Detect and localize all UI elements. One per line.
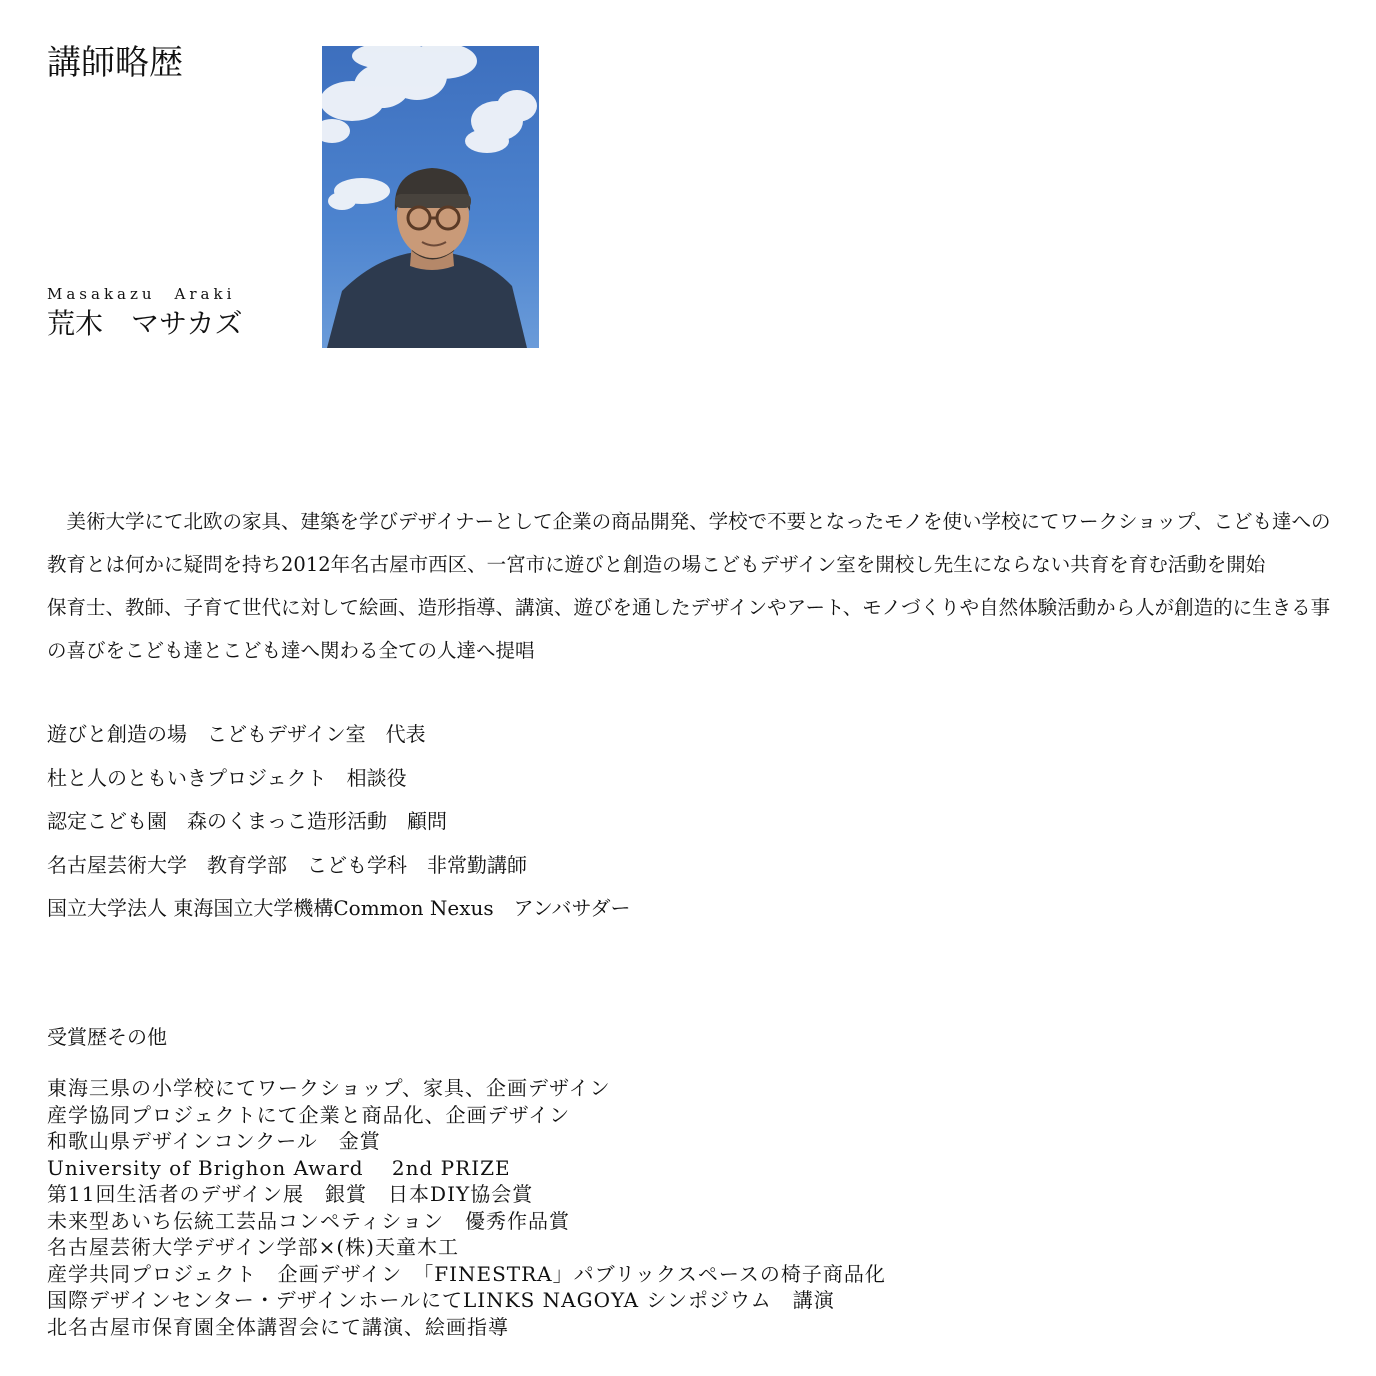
bio-line: 保育士、教師、子育て世代に対して絵画、造形指導、講演、遊びを通したデザインやアート、モノづくりや自然体験活動から人が創造的に生きる事 xyxy=(47,596,1331,619)
bio-line: 美術大学にて北欧の家具、建築を学びデザイナーとして企業の商品開発、学校で不要となったモノを使い学校にてワークショップ、こども達への xyxy=(47,510,1331,533)
awards-list xyxy=(47,1075,886,1340)
biography xyxy=(47,500,1337,672)
award-item: 国際デザインセンター・デザインホールにてLINKS NAGOYA シンポジウム 講演 xyxy=(47,1288,835,1312)
award-item: 東海三県の小学校にてワークショップ、家具、企画デザイン xyxy=(47,1076,611,1100)
bio-line: の喜びをこども達とこども達へ関わる全ての人達へ提唱 xyxy=(47,639,535,662)
role-item: 杜と人のともいきプロジェクト 相談役 xyxy=(47,765,407,790)
instructor-name: 荒木 マサカズ xyxy=(47,307,243,340)
bio-line: 教育とは何かに疑問を持ち2012年名古屋市西区、一宮市に遊びと創造の場こどもデザイン室を開校し先生にならない共育を育む活動を開始 xyxy=(47,553,1266,576)
roles-list xyxy=(47,713,630,931)
award-item: 産学協同プロジェクトにて企業と商品化、企画デザイン xyxy=(47,1102,571,1127)
award-item: 産学共同プロジェクト 企画デザイン 「FINESTRA」パブリックスペースの椅子商品化 xyxy=(47,1261,886,1286)
award-item: 名古屋芸術大学デザイン学部×(株)天童木工 xyxy=(47,1235,459,1259)
role-item: 名古屋芸術大学 教育学部 こども学科 非常勤講師 xyxy=(47,852,527,877)
page-title: 講師略歴 xyxy=(47,43,183,83)
role-item: 認定こども園 森のくまっこ造形活動 顧問 xyxy=(47,809,447,833)
award-item: 北名古屋市保育園全体講習会にて講演、絵画指導 xyxy=(47,1314,509,1339)
award-item: 未来型あいち伝統工芸品コンペティション 優秀作品賞 xyxy=(47,1208,570,1233)
role-item: 国立大学法人 東海国立大学機構Common Nexus アンバサダー xyxy=(47,896,631,920)
award-item: 第11回生活者のデザイン展 銀賞 日本DIY協会賞 xyxy=(47,1182,534,1206)
award-item: 和歌山県デザインコンクール 金賞 xyxy=(47,1129,381,1153)
instructor-name-romaji: Masakazu Araki xyxy=(47,285,236,303)
role-item: 遊びと創造の場 こどもデザイン室 代表 xyxy=(47,722,426,746)
award-item: University of Brighon Award 2nd PRIZE xyxy=(47,1155,511,1180)
portrait-illustration xyxy=(322,46,539,348)
awards-heading: 受賞歴その他 xyxy=(47,1025,167,1049)
portrait-photo xyxy=(322,46,539,348)
